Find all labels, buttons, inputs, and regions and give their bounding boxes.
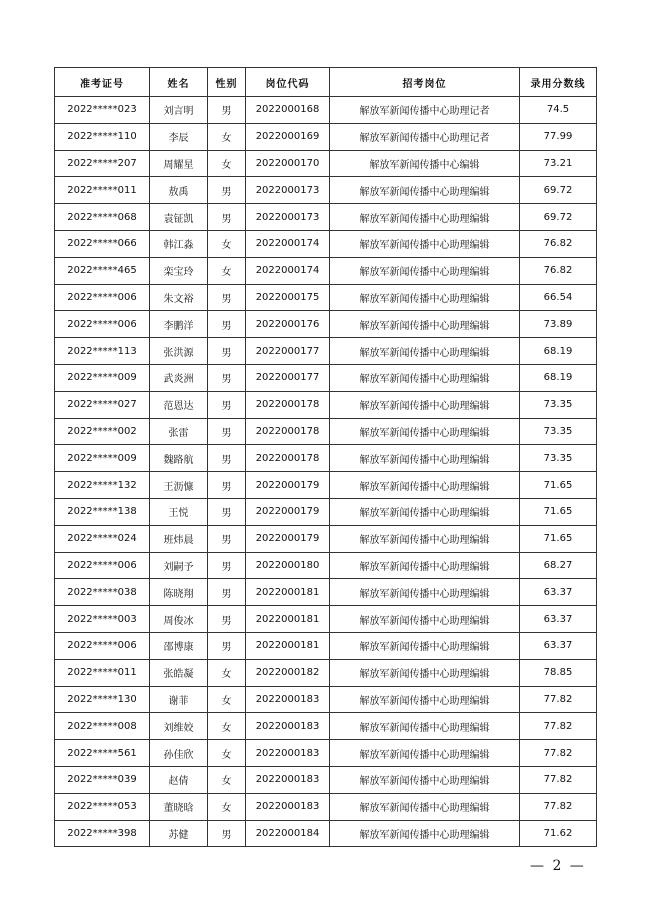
score-cell: 69.72: [520, 204, 597, 231]
table-row: [55, 97, 597, 124]
table-row: [55, 418, 597, 445]
table-body: [55, 97, 597, 847]
score-cell: 63.37: [520, 579, 597, 606]
post-code-cell: 2022000176: [246, 311, 330, 338]
table-row: [55, 257, 597, 284]
table-header-row: [55, 68, 597, 97]
name-cell: 刘言明: [150, 97, 208, 124]
exam-id-cell: 2022*****006: [55, 284, 150, 311]
exam-id-cell: 2022*****011: [55, 659, 150, 686]
name-cell: 朱文裕: [150, 284, 208, 311]
post-code-cell: 2022000173: [246, 177, 330, 204]
exam-id-cell: 2022*****024: [55, 525, 150, 552]
header-exam-id: 准考证号: [55, 68, 150, 97]
header-post-code: 岗位代码: [246, 68, 330, 97]
exam-id-cell: 2022*****003: [55, 606, 150, 633]
exam-id-cell: 2022*****398: [55, 820, 150, 847]
post-cell: 解放军新闻传播中心助理编辑: [330, 311, 520, 338]
post-cell: 解放军新闻传播中心助理编辑: [330, 284, 520, 311]
gender-cell: 男: [208, 445, 246, 472]
gender-cell: 女: [208, 766, 246, 793]
exam-id-cell: 2022*****113: [55, 338, 150, 365]
header-post: 招考岗位: [330, 68, 520, 97]
gender-cell: 女: [208, 740, 246, 767]
gender-cell: 男: [208, 579, 246, 606]
exam-id-cell: 2022*****006: [55, 632, 150, 659]
exam-id-cell: 2022*****006: [55, 311, 150, 338]
post-code-cell: 2022000174: [246, 257, 330, 284]
score-cell: 68.19: [520, 338, 597, 365]
gender-cell: 男: [208, 606, 246, 633]
table-row: [55, 793, 597, 820]
name-cell: 谢菲: [150, 686, 208, 713]
post-code-cell: 2022000177: [246, 364, 330, 391]
post-cell: 解放军新闻传播中心助理编辑: [330, 820, 520, 847]
post-cell: 解放军新闻传播中心助理编辑: [330, 766, 520, 793]
header-name: 姓名: [150, 68, 208, 97]
post-code-cell: 2022000168: [246, 97, 330, 124]
exam-id-cell: 2022*****132: [55, 472, 150, 499]
table-row: [55, 740, 597, 767]
score-cell: 76.82: [520, 257, 597, 284]
name-cell: 袁钲凯: [150, 204, 208, 231]
gender-cell: 男: [208, 204, 246, 231]
gender-cell: 男: [208, 97, 246, 124]
exam-id-cell: 2022*****561: [55, 740, 150, 767]
name-cell: 范恩达: [150, 391, 208, 418]
gender-cell: 女: [208, 793, 246, 820]
name-cell: 李鹏洋: [150, 311, 208, 338]
table-row: [55, 150, 597, 177]
score-cell: 76.82: [520, 230, 597, 257]
post-cell: 解放军新闻传播中心助理编辑: [330, 338, 520, 365]
exam-id-cell: 2022*****138: [55, 498, 150, 525]
post-code-cell: 2022000178: [246, 445, 330, 472]
gender-cell: 女: [208, 686, 246, 713]
exam-id-cell: 2022*****053: [55, 793, 150, 820]
score-cell: 77.82: [520, 686, 597, 713]
score-cell: 73.21: [520, 150, 597, 177]
gender-cell: 女: [208, 713, 246, 740]
post-cell: 解放军新闻传播中心助理编辑: [330, 391, 520, 418]
post-code-cell: 2022000175: [246, 284, 330, 311]
table-row: [55, 230, 597, 257]
post-code-cell: 2022000183: [246, 793, 330, 820]
post-code-cell: 2022000182: [246, 659, 330, 686]
post-code-cell: 2022000178: [246, 418, 330, 445]
table-row: [55, 498, 597, 525]
post-cell: 解放军新闻传播中心助理记者: [330, 123, 520, 150]
score-cell: 73.89: [520, 311, 597, 338]
post-cell: 解放军新闻传播中心助理编辑: [330, 364, 520, 391]
name-cell: 王悦: [150, 498, 208, 525]
post-code-cell: 2022000181: [246, 579, 330, 606]
post-code-cell: 2022000179: [246, 472, 330, 499]
gender-cell: 男: [208, 391, 246, 418]
name-cell: 班炜晨: [150, 525, 208, 552]
gender-cell: 男: [208, 364, 246, 391]
post-cell: 解放军新闻传播中心助理编辑: [330, 552, 520, 579]
post-cell: 解放军新闻传播中心助理编辑: [330, 177, 520, 204]
post-cell: 解放军新闻传播中心助理编辑: [330, 498, 520, 525]
gender-cell: 女: [208, 150, 246, 177]
exam-id-cell: 2022*****006: [55, 552, 150, 579]
exam-id-cell: 2022*****002: [55, 418, 150, 445]
score-cell: 71.65: [520, 525, 597, 552]
gender-cell: 女: [208, 659, 246, 686]
table-row: [55, 445, 597, 472]
post-code-cell: 2022000177: [246, 338, 330, 365]
exam-id-cell: 2022*****038: [55, 579, 150, 606]
name-cell: 武炎洲: [150, 364, 208, 391]
score-cell: 73.35: [520, 418, 597, 445]
post-cell: 解放军新闻传播中心助理编辑: [330, 713, 520, 740]
post-code-cell: 2022000180: [246, 552, 330, 579]
gender-cell: 男: [208, 552, 246, 579]
post-cell: 解放军新闻传播中心助理编辑: [330, 579, 520, 606]
post-cell: 解放军新闻传播中心助理记者: [330, 97, 520, 124]
table-row: [55, 391, 597, 418]
table-row: [55, 820, 597, 847]
name-cell: 韩江淼: [150, 230, 208, 257]
post-code-cell: 2022000174: [246, 230, 330, 257]
exam-id-cell: 2022*****130: [55, 686, 150, 713]
gender-cell: 男: [208, 472, 246, 499]
gender-cell: 男: [208, 311, 246, 338]
post-cell: 解放军新闻传播中心助理编辑: [330, 793, 520, 820]
recruitment-score-table: [54, 67, 597, 847]
post-cell: 解放军新闻传播中心助理编辑: [330, 525, 520, 552]
exam-id-cell: 2022*****009: [55, 364, 150, 391]
post-cell: 解放军新闻传播中心助理编辑: [330, 230, 520, 257]
post-code-cell: 2022000181: [246, 606, 330, 633]
post-code-cell: 2022000173: [246, 204, 330, 231]
name-cell: 邵博康: [150, 632, 208, 659]
name-cell: 赵倩: [150, 766, 208, 793]
post-cell: 解放军新闻传播中心助理编辑: [330, 659, 520, 686]
score-cell: 63.37: [520, 606, 597, 633]
table-row: [55, 525, 597, 552]
table-row: [55, 177, 597, 204]
post-code-cell: 2022000178: [246, 391, 330, 418]
score-cell: 71.62: [520, 820, 597, 847]
name-cell: 李辰: [150, 123, 208, 150]
post-cell: 解放军新闻传播中心助理编辑: [330, 257, 520, 284]
table-row: [55, 552, 597, 579]
table-row: [55, 632, 597, 659]
post-cell: 解放军新闻传播中心助理编辑: [330, 632, 520, 659]
table-row: [55, 766, 597, 793]
score-cell: 77.82: [520, 766, 597, 793]
table-row: [55, 311, 597, 338]
table-row: [55, 284, 597, 311]
post-code-cell: 2022000183: [246, 740, 330, 767]
name-cell: 张雷: [150, 418, 208, 445]
gender-cell: 男: [208, 177, 246, 204]
page-number: — 2 —: [530, 858, 586, 874]
header-gender: 性别: [208, 68, 246, 97]
post-code-cell: 2022000179: [246, 498, 330, 525]
table-row: [55, 123, 597, 150]
score-cell: 73.35: [520, 445, 597, 472]
exam-id-cell: 2022*****027: [55, 391, 150, 418]
score-cell: 63.37: [520, 632, 597, 659]
name-cell: 孙佳欣: [150, 740, 208, 767]
exam-id-cell: 2022*****023: [55, 97, 150, 124]
post-code-cell: 2022000183: [246, 713, 330, 740]
table-row: [55, 364, 597, 391]
score-cell: 69.72: [520, 177, 597, 204]
score-cell: 77.82: [520, 713, 597, 740]
post-code-cell: 2022000179: [246, 525, 330, 552]
gender-cell: 女: [208, 257, 246, 284]
score-cell: 66.54: [520, 284, 597, 311]
table-row: [55, 686, 597, 713]
exam-id-cell: 2022*****207: [55, 150, 150, 177]
table-row: [55, 338, 597, 365]
table-row: [55, 204, 597, 231]
score-cell: 77.82: [520, 793, 597, 820]
name-cell: 王沥慷: [150, 472, 208, 499]
post-code-cell: 2022000181: [246, 632, 330, 659]
name-cell: 董晓晗: [150, 793, 208, 820]
exam-id-cell: 2022*****011: [55, 177, 150, 204]
post-code-cell: 2022000184: [246, 820, 330, 847]
exam-id-cell: 2022*****009: [55, 445, 150, 472]
gender-cell: 女: [208, 230, 246, 257]
post-cell: 解放军新闻传播中心助理编辑: [330, 204, 520, 231]
post-cell: 解放军新闻传播中心助理编辑: [330, 686, 520, 713]
score-cell: 71.65: [520, 498, 597, 525]
table-row: [55, 659, 597, 686]
gender-cell: 男: [208, 632, 246, 659]
post-cell: 解放军新闻传播中心编辑: [330, 150, 520, 177]
exam-id-cell: 2022*****110: [55, 123, 150, 150]
name-cell: 敖禹: [150, 177, 208, 204]
name-cell: 刘嗣予: [150, 552, 208, 579]
gender-cell: 男: [208, 820, 246, 847]
name-cell: 周耀星: [150, 150, 208, 177]
name-cell: 张皓凝: [150, 659, 208, 686]
gender-cell: 男: [208, 284, 246, 311]
exam-id-cell: 2022*****008: [55, 713, 150, 740]
name-cell: 张洪源: [150, 338, 208, 365]
post-cell: 解放军新闻传播中心助理编辑: [330, 740, 520, 767]
table-row: [55, 579, 597, 606]
score-cell: 74.5: [520, 97, 597, 124]
gender-cell: 男: [208, 418, 246, 445]
exam-id-cell: 2022*****068: [55, 204, 150, 231]
post-code-cell: 2022000169: [246, 123, 330, 150]
gender-cell: 男: [208, 498, 246, 525]
gender-cell: 男: [208, 525, 246, 552]
post-cell: 解放军新闻传播中心助理编辑: [330, 418, 520, 445]
exam-id-cell: 2022*****066: [55, 230, 150, 257]
table-row: [55, 472, 597, 499]
score-cell: 71.65: [520, 472, 597, 499]
post-code-cell: 2022000183: [246, 766, 330, 793]
post-cell: 解放军新闻传播中心助理编辑: [330, 445, 520, 472]
post-cell: 解放军新闻传播中心助理编辑: [330, 606, 520, 633]
exam-id-cell: 2022*****465: [55, 257, 150, 284]
score-cell: 78.85: [520, 659, 597, 686]
gender-cell: 女: [208, 123, 246, 150]
header-score-line: 录用分数线: [520, 68, 597, 97]
score-cell: 68.27: [520, 552, 597, 579]
table-row: [55, 606, 597, 633]
table-row: [55, 713, 597, 740]
name-cell: 苏健: [150, 820, 208, 847]
name-cell: 陈晓翔: [150, 579, 208, 606]
name-cell: 刘维姣: [150, 713, 208, 740]
post-code-cell: 2022000183: [246, 686, 330, 713]
score-cell: 73.35: [520, 391, 597, 418]
score-cell: 77.82: [520, 740, 597, 767]
post-code-cell: 2022000170: [246, 150, 330, 177]
name-cell: 周俊冰: [150, 606, 208, 633]
score-cell: 68.19: [520, 364, 597, 391]
gender-cell: 男: [208, 338, 246, 365]
post-cell: 解放军新闻传播中心助理编辑: [330, 472, 520, 499]
name-cell: 栾宝玲: [150, 257, 208, 284]
score-cell: 77.99: [520, 123, 597, 150]
exam-id-cell: 2022*****039: [55, 766, 150, 793]
name-cell: 魏路航: [150, 445, 208, 472]
